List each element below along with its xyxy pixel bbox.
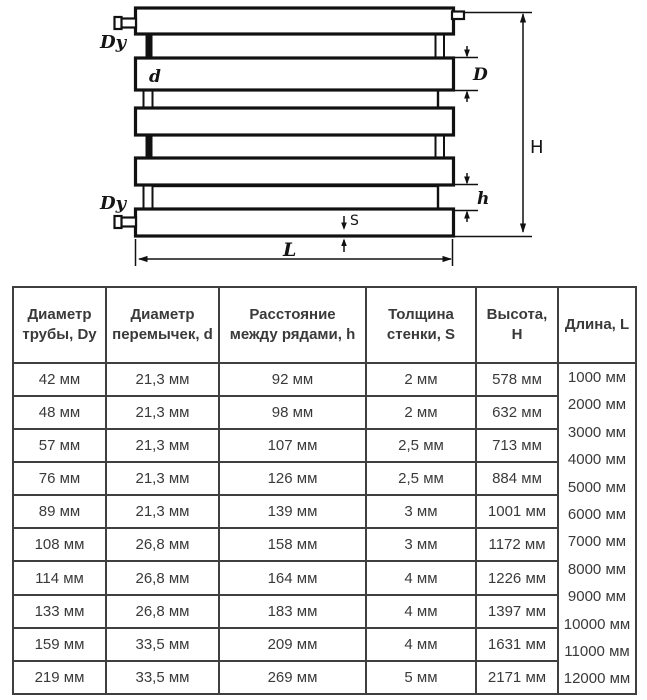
label-D: D	[473, 65, 488, 85]
table-cell: 57 мм	[13, 429, 106, 462]
table-cell: 164 мм	[219, 561, 366, 594]
pipe-row-7	[136, 158, 454, 185]
table-cell: 92 мм	[219, 363, 366, 396]
length-value: 9000 мм	[567, 588, 627, 606]
col-header-jumper-diameter: Диаметр перемычек, d	[106, 287, 219, 363]
label-dy-top: Dy	[100, 32, 127, 53]
length-value: 8000 мм	[567, 560, 627, 578]
col-header-wall-thickness: Толщина стенки, S	[366, 287, 476, 363]
stub-top-left-cap	[115, 17, 122, 29]
table-row	[13, 462, 636, 495]
length-value: 12000 мм	[563, 670, 631, 688]
table-row	[13, 628, 636, 661]
table-cell: 159 мм	[13, 628, 106, 661]
table-cell: 578 мм	[476, 363, 558, 396]
table-row	[13, 661, 636, 694]
table-row	[13, 595, 636, 628]
pipe-row-2	[150, 34, 438, 58]
pipe-register-diagram	[0, 0, 647, 280]
jumper-right-2	[436, 135, 445, 158]
col-header-pipe-diameter: Диаметр трубы, Dy	[13, 287, 106, 363]
table-cell: 1631 мм	[476, 628, 558, 661]
length-value: 1000 мм	[567, 369, 627, 386]
length-value: 6000 мм	[567, 506, 627, 524]
table-cell: 21,3 мм	[106, 495, 219, 528]
length-value: 10000 мм	[563, 615, 631, 633]
jumper-left-4	[144, 186, 153, 209]
jumper-left-2	[144, 89, 153, 110]
table-cell: 21,3 мм	[106, 462, 219, 495]
table-cell: 2,5 мм	[366, 429, 476, 462]
table-cell: 48 мм	[13, 396, 106, 429]
table-cell: 1172 мм	[476, 528, 558, 561]
table-cell: 1001 мм	[476, 495, 558, 528]
table-cell: 209 мм	[219, 628, 366, 661]
table-cell: 219 мм	[13, 661, 106, 694]
table-cell: 33,5 мм	[106, 628, 219, 661]
stub-top-right	[452, 12, 464, 20]
length-value: 5000 мм	[567, 478, 627, 496]
table-row	[13, 528, 636, 561]
table-cell: 3 мм	[366, 495, 476, 528]
pipe-row-4	[150, 90, 438, 108]
table-cell: 89 мм	[13, 495, 106, 528]
label-h: h	[477, 189, 490, 209]
jumper-left-3	[146, 135, 153, 158]
table-cell: 2 мм	[366, 396, 476, 429]
table-cell: 2 мм	[366, 363, 476, 396]
table-cell: 5 мм	[366, 661, 476, 694]
header-row	[13, 287, 636, 363]
label-S: S	[350, 213, 359, 229]
table-cell: 158 мм	[219, 528, 366, 561]
table-cell: 2,5 мм	[366, 462, 476, 495]
table-cell: 133 мм	[13, 595, 106, 628]
label-d: d	[149, 67, 161, 87]
table-row	[13, 363, 636, 396]
table-cell: 713 мм	[476, 429, 558, 462]
length-value: 2000 мм	[567, 396, 627, 414]
jumper-right-1	[436, 34, 445, 59]
stub-bottom-left-cap	[115, 216, 122, 228]
table-cell: 42 мм	[13, 363, 106, 396]
table-cell: 183 мм	[219, 595, 366, 628]
length-value: 3000 мм	[567, 423, 627, 441]
table-cell: 139 мм	[219, 495, 366, 528]
table-cell: 269 мм	[219, 661, 366, 694]
label-L: L	[283, 239, 297, 261]
table-cell: 108 мм	[13, 528, 106, 561]
table-cell: 26,8 мм	[106, 561, 219, 594]
pipe-row-1	[136, 8, 454, 34]
table-cell: 4 мм	[366, 595, 476, 628]
col-header-height: Высота, H	[476, 287, 558, 363]
table-cell: 26,8 мм	[106, 528, 219, 561]
table-cell: 114 мм	[13, 561, 106, 594]
table-cell: 1226 мм	[476, 561, 558, 594]
col-header-length: Длина, L	[558, 287, 636, 363]
label-dy-bottom: Dy	[100, 193, 127, 214]
table-cell: 632 мм	[476, 396, 558, 429]
table-cell: 21,3 мм	[106, 429, 219, 462]
spec-table-body	[13, 363, 636, 694]
table-cell: 2171 мм	[476, 661, 558, 694]
pipe-row-6	[150, 135, 438, 158]
table-cell: 76 мм	[13, 462, 106, 495]
table-cell: 107 мм	[219, 429, 366, 462]
pipe-row-9	[136, 209, 454, 236]
length-value: 11000 мм	[564, 643, 630, 661]
table-cell: 1397 мм	[476, 595, 558, 628]
col-header-row-spacing: Расстояние между рядами, h	[219, 287, 366, 363]
pipe-row-5	[136, 108, 454, 135]
table-cell: 21,3 мм	[106, 363, 219, 396]
table-cell: 33,5 мм	[106, 661, 219, 694]
label-H: H	[530, 137, 544, 158]
pipe-row-8	[150, 186, 438, 209]
stub-top-left	[121, 19, 136, 28]
table-cell: 3 мм	[366, 528, 476, 561]
table-row	[13, 429, 636, 462]
table-cell: 4 мм	[366, 628, 476, 661]
table-cell: 26,8 мм	[106, 595, 219, 628]
length-value: 4000 мм	[567, 451, 627, 469]
table-cell: 126 мм	[219, 462, 366, 495]
table-row	[13, 495, 636, 528]
table-cell: 21,3 мм	[106, 396, 219, 429]
pipe-row-3	[136, 58, 454, 90]
spec-table	[12, 286, 637, 695]
stub-bottom-left	[121, 218, 136, 227]
length-merged-cell	[558, 363, 636, 694]
length-value: 7000 мм	[567, 533, 627, 551]
table-cell: 884 мм	[476, 462, 558, 495]
table-cell: 98 мм	[219, 396, 366, 429]
table-row	[13, 396, 636, 429]
table-cell: 4 мм	[366, 561, 476, 594]
jumper-left-1	[146, 34, 153, 58]
table-row	[13, 561, 636, 594]
